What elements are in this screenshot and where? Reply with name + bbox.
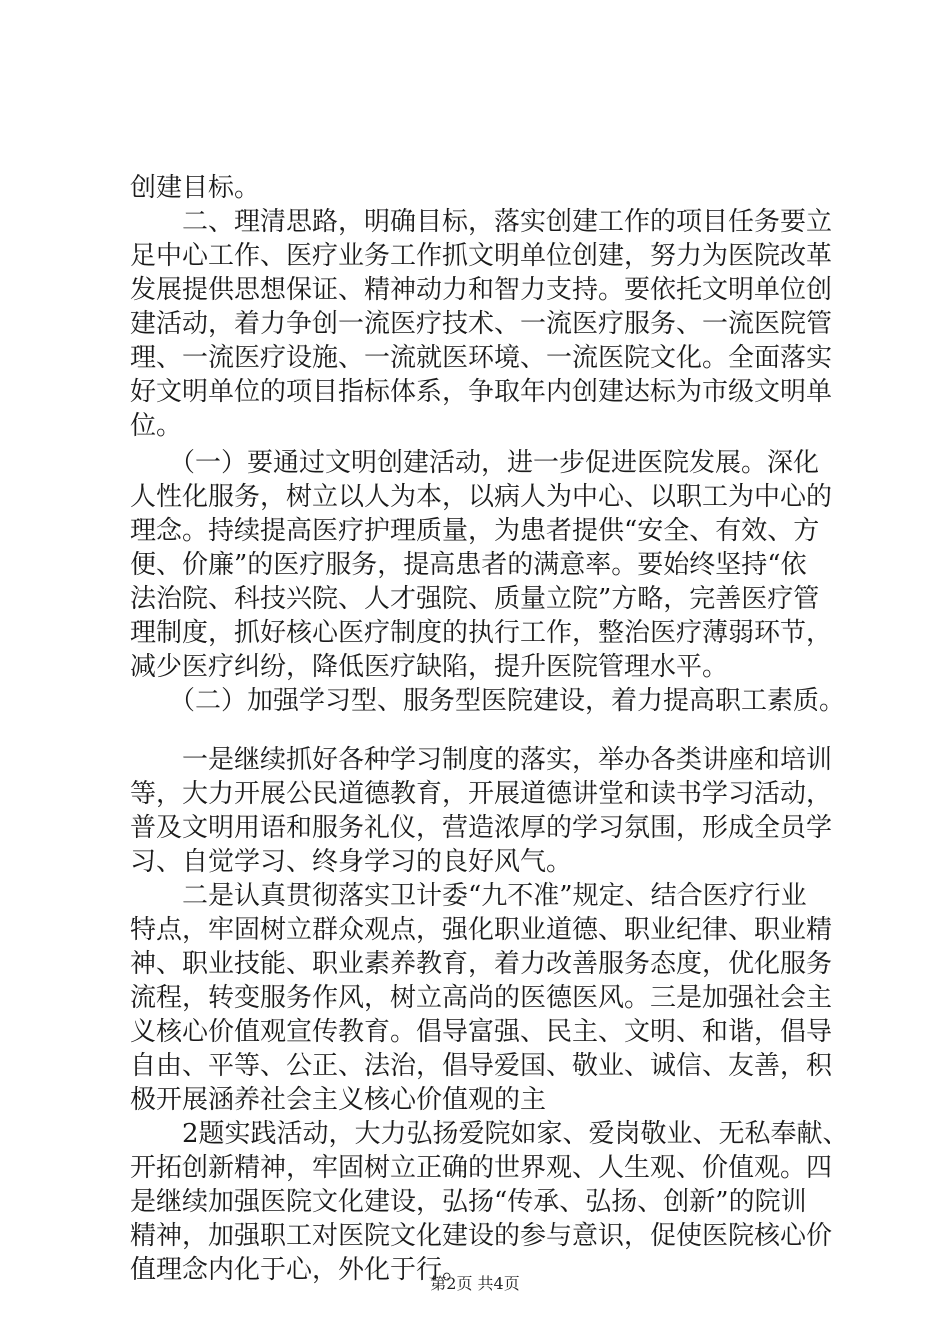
text-line: 位。: [130, 411, 183, 441]
text-line: 足中心工作、医疗业务工作抓文明单位创建，努力为医院改革: [130, 241, 833, 271]
text-line: 自由、平等、公正、法治，倡导爱国、敬业、诚信、友善，积: [130, 1051, 833, 1081]
text-line: 二、理清思路，明确目标，落实创建工作的项目任务要立: [130, 207, 833, 237]
text-line: 理、一流医疗设施、一流就医环境、一流医院文化。全面落实: [130, 343, 833, 373]
text-line: 法治院、科技兴院、人才强院、质量立院”方略，完善医疗管: [130, 584, 820, 614]
text-line: 习、自觉学习、终身学习的良好风气。: [130, 847, 573, 877]
text-line: 神、职业技能、职业素养教育，着力改善服务态度，优化服务: [130, 949, 833, 979]
text-line: 特点，牢固树立群众观点，强化职业道德、职业纪律、职业精: [130, 915, 833, 945]
text-line: 人性化服务，树立以人为本，以病人为中心、以职工为中心的: [130, 482, 833, 512]
text-line: （一）要通过文明创建活动，进一步促进医院发展。深化: [130, 448, 820, 478]
text-line: 极开展涵养社会主义核心价值观的主: [130, 1085, 547, 1115]
text-line: 流程，转变服务作风，树立高尚的医德医风。三是加强社会主: [130, 983, 833, 1013]
text-line: 普及文明用语和服务礼仪，营造浓厚的学习氛围，形成全员学: [130, 813, 833, 843]
page-number-footer: 第2页 共4页: [430, 1274, 520, 1293]
text-line: 值理念内化于心，外化于行。: [130, 1255, 469, 1285]
text-line: 开拓创新精神，牢固树立正确的世界观、人生观、价值观。四: [130, 1153, 833, 1183]
text-line: 义核心价值观宣传教育。倡导富强、民主、文明、和谐，倡导: [130, 1017, 833, 1047]
text-line: 好文明单位的项目指标体系，争取年内创建达标为市级文明单: [130, 377, 833, 407]
text-line: 精神，加强职工对医院文化建设的参与意识，促使医院核心价: [130, 1221, 833, 1251]
text-line: 理制度，抓好核心医疗制度的执行工作，整治医疗薄弱环节，: [130, 618, 833, 648]
text-line: 二是认真贯彻落实卫计委“九不准”规定、结合医疗行业: [130, 881, 807, 911]
text-line: 2题实践活动，大力弘扬爱院如家、爱岗敬业、无私奉献、: [130, 1119, 849, 1149]
text-line: 理念。持续提高医疗护理质量，为患者提供“安全、有效、方: [130, 516, 820, 546]
text-line: 建活动，着力争创一流医疗技术、一流医疗服务、一流医院管: [130, 309, 833, 339]
text-line: 便、价廉”的医疗服务，提高患者的满意率。要始终坚持“依: [130, 550, 807, 580]
text-line: 一是继续抓好各种学习制度的落实，举办各类讲座和培训: [130, 745, 833, 775]
text-line: （二）加强学习型、服务型医院建设，着力提高职工素质。: [130, 686, 846, 716]
text-line: 发展提供思想保证、精神动力和智力支持。要依托文明单位创: [130, 275, 833, 305]
text-line: 减少医疗纠纷，降低医疗缺陷，提升医院管理水平。: [130, 652, 729, 682]
text-line: 等，大力开展公民道德教育，开展道德讲堂和读书学习活动，: [130, 779, 833, 809]
text-line: 创建目标。: [130, 173, 261, 203]
text-line: 是继续加强医院文化建设，弘扬“传承、弘扬、创新”的院训: [130, 1187, 807, 1217]
